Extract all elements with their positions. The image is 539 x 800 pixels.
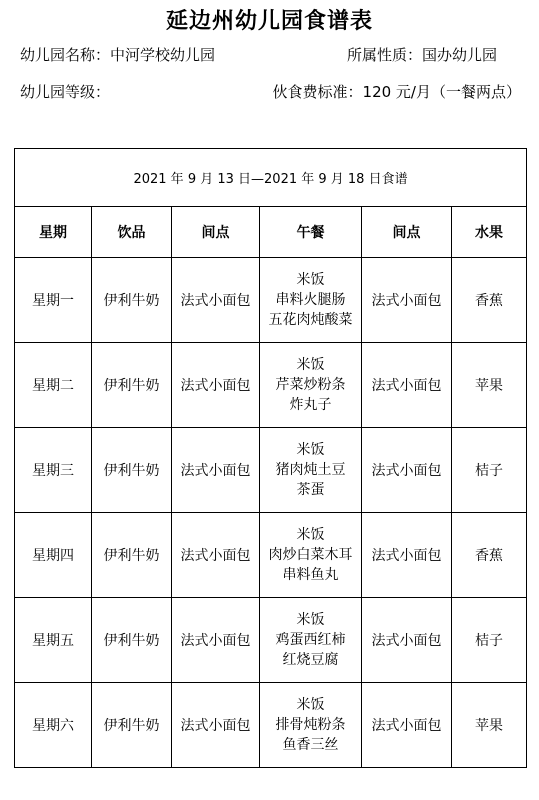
drink-cell: 伊利牛奶 bbox=[92, 428, 172, 513]
lunch-cell bbox=[260, 683, 362, 768]
lunch-item: 米饭 bbox=[296, 697, 325, 713]
drink-cell: 伊利牛奶 bbox=[92, 683, 172, 768]
lunch-cell bbox=[260, 513, 362, 598]
fruit-cell: 香蕉 bbox=[452, 258, 527, 343]
lunch-item: 茶蛋 bbox=[296, 482, 325, 498]
lunch-item: 鸡蛋西红柿 bbox=[275, 632, 346, 648]
fruit-cell: 桔子 bbox=[452, 598, 527, 683]
lunch-item: 米饭 bbox=[296, 527, 325, 543]
day-cell: 星期一 bbox=[15, 258, 92, 343]
snack-1-cell: 法式小面包 bbox=[172, 428, 260, 513]
day-row bbox=[15, 683, 527, 768]
header-drink: 饮品 bbox=[92, 207, 172, 258]
lunch-item: 五花肉炖酸菜 bbox=[268, 312, 353, 328]
lunch-item: 炸丸子 bbox=[289, 397, 332, 413]
fruit-cell: 香蕉 bbox=[452, 513, 527, 598]
fruit-cell: 苹果 bbox=[452, 683, 527, 768]
day-row bbox=[15, 428, 527, 513]
drink-cell: 伊利牛奶 bbox=[92, 258, 172, 343]
lunch-item: 肉炒白菜木耳 bbox=[268, 547, 353, 563]
menu-period: 2021 年 9 月 13 日—2021 年 9 月 18 日食谱 bbox=[15, 149, 527, 207]
lunch-cell bbox=[260, 343, 362, 428]
header-lunch: 午餐 bbox=[260, 207, 362, 258]
lunch-cell bbox=[260, 258, 362, 343]
day-cell: 星期五 bbox=[15, 598, 92, 683]
lunch-item: 米饭 bbox=[296, 442, 325, 458]
day-cell: 星期三 bbox=[15, 428, 92, 513]
info-row-2 bbox=[20, 81, 525, 102]
lunch-cell bbox=[260, 428, 362, 513]
kindergarten-nature: 所属性质：国办幼儿园 bbox=[346, 46, 497, 64]
drink-cell: 伊利牛奶 bbox=[92, 513, 172, 598]
lunch-item: 串料鱼丸 bbox=[282, 567, 339, 583]
snack-2-cell: 法式小面包 bbox=[362, 513, 452, 598]
lunch-item: 米饭 bbox=[296, 272, 325, 288]
lunch-item: 红烧豆腐 bbox=[282, 652, 339, 668]
meal-fee-standard: 伙食费标准：120 元/月（一餐两点） bbox=[272, 83, 521, 101]
snack-2-cell: 法式小面包 bbox=[362, 428, 452, 513]
page-title: 延边州幼儿园食谱表 bbox=[165, 9, 373, 34]
day-cell: 星期六 bbox=[15, 683, 92, 768]
day-cell: 星期二 bbox=[15, 343, 92, 428]
day-row bbox=[15, 598, 527, 683]
drink-cell: 伊利牛奶 bbox=[92, 598, 172, 683]
snack-1-cell: 法式小面包 bbox=[172, 683, 260, 768]
day-row bbox=[15, 513, 527, 598]
day-row bbox=[15, 343, 527, 428]
fruit-cell: 苹果 bbox=[452, 343, 527, 428]
lunch-item: 米饭 bbox=[296, 357, 325, 373]
menu-table bbox=[14, 148, 527, 768]
day-row bbox=[15, 258, 527, 343]
header-row bbox=[15, 207, 527, 258]
header-snack-2: 间点 bbox=[362, 207, 452, 258]
kindergarten-grade: 幼儿园等级： bbox=[20, 83, 111, 101]
snack-1-cell: 法式小面包 bbox=[172, 258, 260, 343]
day-cell: 星期四 bbox=[15, 513, 92, 598]
header-fruit: 水果 bbox=[452, 207, 527, 258]
kindergarten-name: 幼儿园名称：中河学校幼儿园 bbox=[20, 46, 216, 64]
lunch-cell bbox=[260, 598, 362, 683]
snack-2-cell: 法式小面包 bbox=[362, 598, 452, 683]
snack-1-cell: 法式小面包 bbox=[172, 343, 260, 428]
lunch-item: 鱼香三丝 bbox=[282, 737, 339, 753]
lunch-item: 串料火腿肠 bbox=[275, 292, 346, 308]
info-row-1 bbox=[20, 44, 525, 65]
lunch-item: 芹菜炒粉条 bbox=[275, 377, 346, 393]
snack-2-cell: 法式小面包 bbox=[362, 683, 452, 768]
snack-2-cell: 法式小面包 bbox=[362, 343, 452, 428]
lunch-item: 猪肉炖土豆 bbox=[275, 462, 346, 478]
header-weekday: 星期 bbox=[15, 207, 92, 258]
lunch-item: 米饭 bbox=[296, 612, 325, 628]
snack-1-cell: 法式小面包 bbox=[172, 598, 260, 683]
drink-cell: 伊利牛奶 bbox=[92, 343, 172, 428]
lunch-item: 排骨炖粉条 bbox=[275, 717, 346, 733]
header-snack-1: 间点 bbox=[172, 207, 260, 258]
snack-1-cell: 法式小面包 bbox=[172, 513, 260, 598]
fruit-cell: 桔子 bbox=[452, 428, 527, 513]
snack-2-cell: 法式小面包 bbox=[362, 258, 452, 343]
